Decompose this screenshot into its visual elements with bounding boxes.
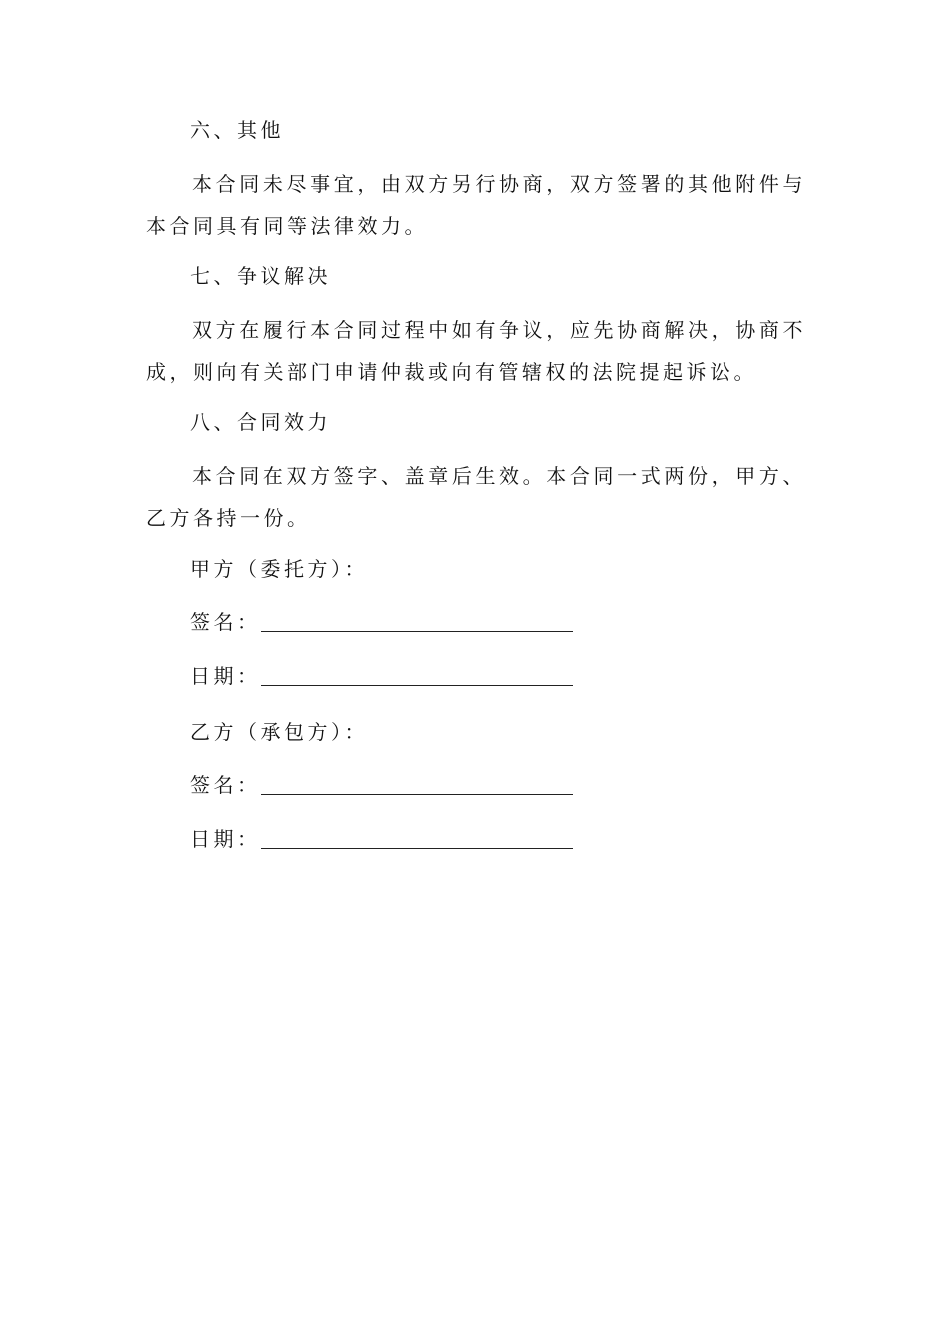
- party-a-title: 甲方（委托方）：: [190, 557, 368, 581]
- section-heading-other: 六、其他: [190, 118, 284, 142]
- party-b-sign-label: 签名：: [190, 773, 261, 797]
- section-body-other: 本合同未尽事宜，由双方另行协商，双方签署的其他附件与本合同具有同等法律效力。: [146, 172, 806, 238]
- party-a-date-label: 日期：: [190, 664, 261, 688]
- party-b-signature-row: [190, 770, 573, 800]
- section-heading-validity: 八、合同效力: [190, 410, 331, 434]
- section-body-dispute: 双方在履行本合同过程中如有争议，应先协商解决，协商不成，则向有关部门申请仲裁或向有管辖权的法院提起诉讼。: [146, 318, 806, 384]
- party-a-sign-label: 签名：: [190, 610, 261, 634]
- party-a-signature-line[interactable]: [261, 607, 573, 632]
- party-a-date-row: [190, 661, 573, 691]
- party-a-date-line[interactable]: [261, 661, 573, 686]
- party-b-date-line[interactable]: [261, 824, 573, 849]
- party-b-date-label: 日期：: [190, 827, 261, 851]
- party-b-title: 乙方（承包方）：: [190, 720, 368, 744]
- party-b-date-row: [190, 824, 573, 854]
- section-heading-dispute: 七、争议解决: [190, 264, 331, 288]
- section-body-validity: 本合同在双方签字、盖章后生效。本合同一式两份，甲方、乙方各持一份。: [146, 464, 806, 530]
- party-a-signature-row: [190, 607, 573, 637]
- party-b-signature-line[interactable]: [261, 770, 573, 795]
